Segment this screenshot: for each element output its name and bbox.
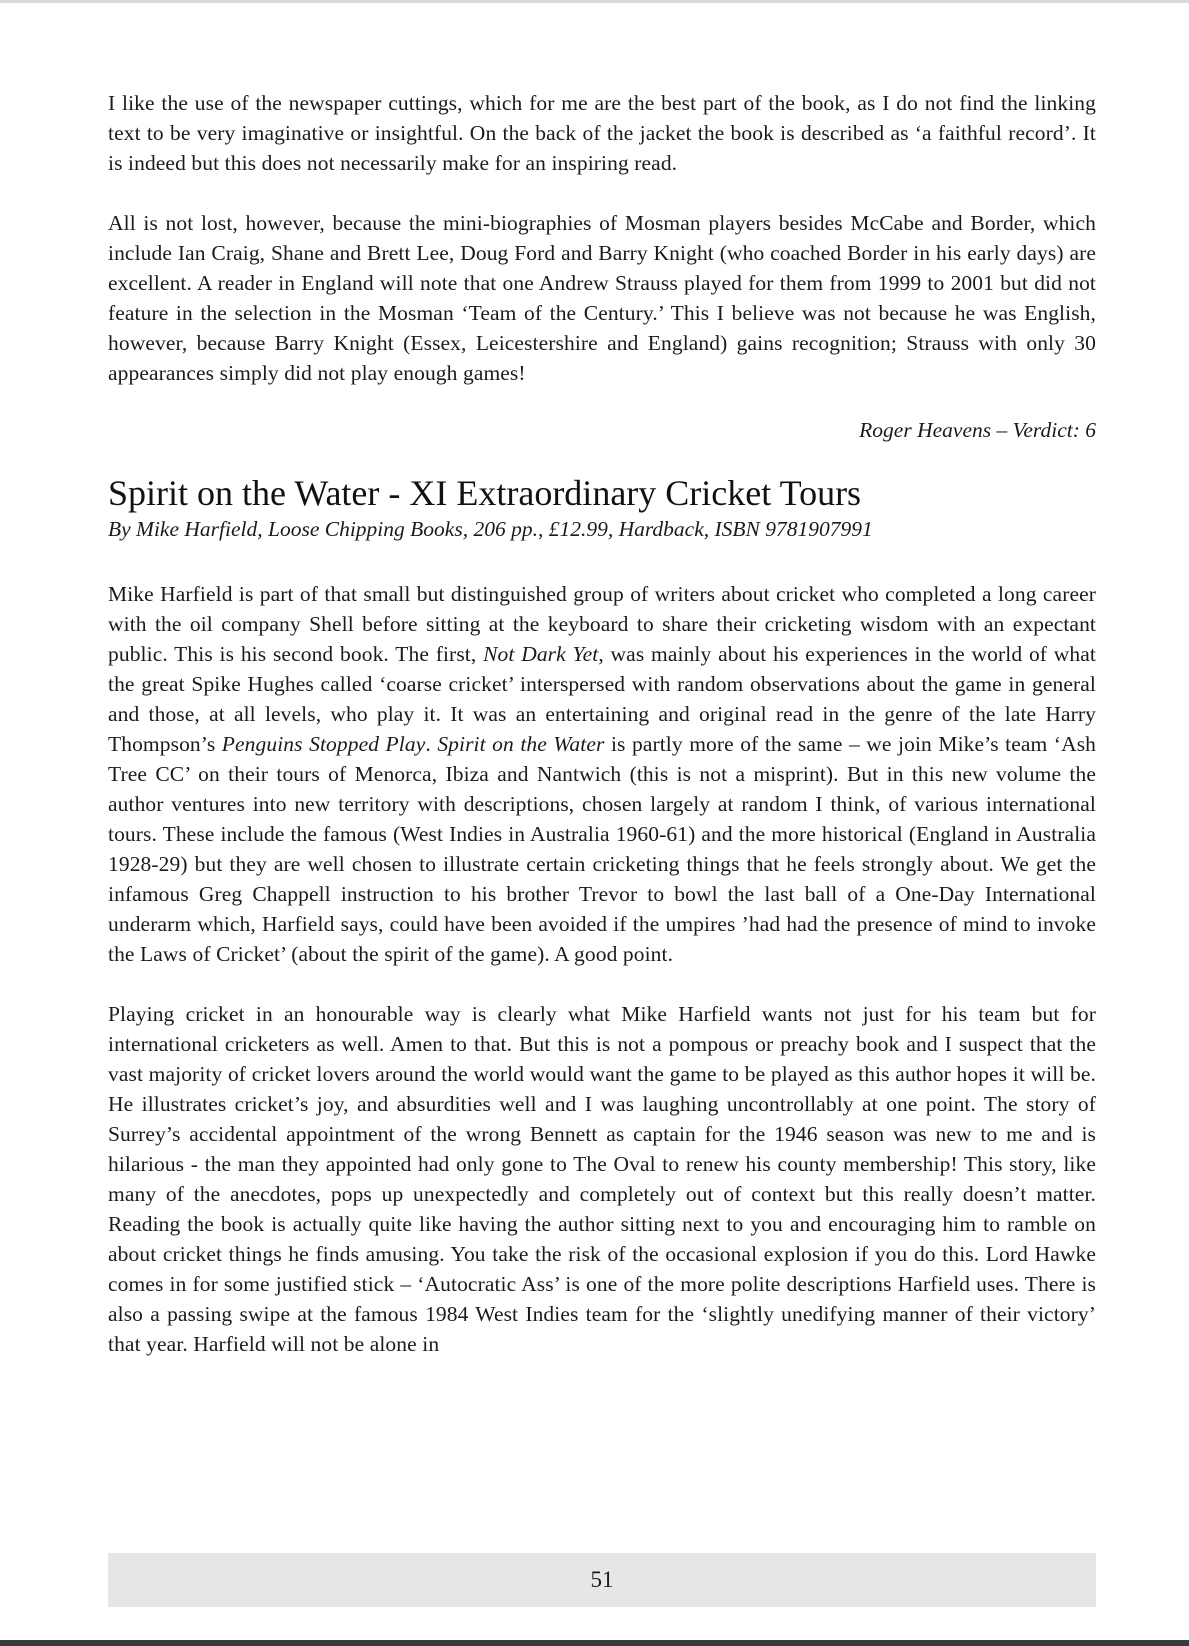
top-rule: [0, 0, 1189, 3]
text-run: .: [425, 732, 438, 756]
bottom-rule: [0, 1640, 1189, 1646]
review-byline: By Mike Harfield, Loose Chipping Books, 206 pp., £12.99, Hardback, ISBN 9781907991: [108, 517, 873, 541]
footer-bar: [108, 1553, 1096, 1607]
paragraph-honourable-way: Playing cricket in an honourable way is clearly what Mike Harfield wants not just for his team but for international cricketers as well. Amen to that. But this is not a pompous or preachy book and I suspect that the vast majority of cricket lovers around the world would want the game to be played as this author hopes it will be. He illustrates cricket’s joy, and absurdities well and I was laughing uncontrollably at one point. The story of Surrey’s accidental appointment of the wrong Bennett as captain for the 1946 season was new to me and is hilarious - the man they appointed had only gone to The Oval to renew his county membership! This story, like many of the anecdotes, pops up unexpectedly and completely out of context but this really doesn’t matter. Reading the book is actually quite like having the author sitting next to you and encouraging him to ramble on about cricket things he finds amusing. You take the risk of the occasional explosion if you do this. Lord Hawke comes in for some justified stick – ‘Autocratic Ass’ is one of the more polite descriptions Harfield uses. There is also a passing swipe at the famous 1984 West Indies team for the ‘slightly unedifying manner of their victory’ that year. Harfield will not be alone in: [108, 1002, 1096, 1356]
review-title: Spirit on the Water - XI Extraordinary Cricket Tours: [108, 473, 862, 513]
paragraph-review-intro: [108, 579, 1096, 969]
book-title-not-dark-yet: Not Dark Yet: [483, 642, 599, 666]
paragraph-newspaper-cuttings: I like the use of the newspaper cuttings, which for me are the best part of the book, as I do not find the linking text to be very imaginative or insightful. On the back of the jacket the book is described as ‘a faithful record’. It is indeed but this does not necessarily make for an inspiring read.: [108, 91, 1096, 175]
book-title-spirit-on-the-water: Spirit on the Water: [437, 732, 605, 756]
page-number: 51: [590, 1567, 614, 1592]
text-run: Mike Harfield is part of that small but distinguished group of writers about cricket who completed a long career with the oil company Shell before sitting at the keyboard to share their cricketing wisdom with an expectant public. This is his second book. The first,: [108, 582, 1096, 666]
page-content: [108, 88, 1096, 1389]
reviewer-verdict: Roger Heavens – Verdict: 6: [859, 418, 1096, 442]
text-run: is partly more of the same – we join Mike’s team ‘Ash Tree CC’ on their tours of Menorca, Ibiza and Nantwich (this is not a misprint). But in this new volume the author ventures into new territory with descriptions, chosen largely at random I think, of various international tours. These include the famous (West Indies in Australia 1960-61) and the more historical (England in Australia 1928-29) but they are well chosen to illustrate certain cricketing things that he feels strongly about. We get the infamous Greg Chappell instruction to his brother Trevor to bowl the last ball of a One-Day International underarm which, Harfield says, could have been avoided if the umpires ’had had the presence of mind to invoke the Laws of Cricket’ (about the spirit of the game). A good point.: [108, 732, 1097, 966]
text-run: , was mainly about his experiences in the world of what the great Spike Hughes called ‘coarse cricket’ interspersed with random observations about the game in general and those, at all levels, who play it. It was an entertaining and original read in the genre of the late Harry Thompson’s: [108, 642, 1096, 756]
paragraph-mini-biographies: All is not lost, however, because the mini-biographies of Mosman players besides McCabe and Border, which include Ian Craig, Shane and Brett Lee, Doug Ford and Barry Knight (who coached Border in his early days) are excellent. A reader in England will note that one Andrew Strauss played for them from 1999 to 2001 but did not feature in the selection in the Mosman ‘Team of the Century.’ This I believe was not because he was English, however, because Barry Knight (Essex, Leicestershire and England) gains recognition; Strauss with only 30 appearances simply did not play enough games!: [108, 211, 1096, 385]
book-title-penguins-stopped-play: Penguins Stopped Play: [221, 732, 426, 756]
